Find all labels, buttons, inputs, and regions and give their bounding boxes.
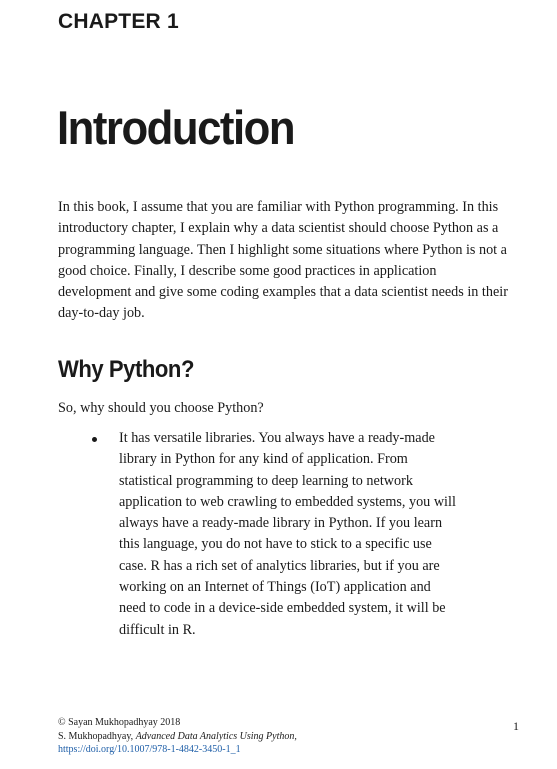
footer-book-title: Advanced Data Analytics Using Python,	[135, 730, 297, 742]
chapter-title: Introduction	[57, 101, 295, 154]
footer	[58, 716, 297, 757]
footer-copyright: © Sayan Mukhopadhyay 2018	[58, 717, 181, 728]
footer-author: S. Mukhopadhyay,	[58, 730, 134, 742]
bullet-icon	[92, 437, 97, 442]
intro-paragraph: In this book, I assume that you are familiar with Python programming. In this introductory chapter, I explain why a data scientist should choose Python as a programming language. Then I highlight some situations where Python is not a good choice. Finally, I describe some good practices in application development and give some coding examples that a data scientist needs in their day-to-day job.	[58, 199, 508, 322]
chapter-label: CHAPTER 1	[58, 10, 179, 33]
section-heading: Why Python?	[58, 356, 195, 383]
section-question: So, why should you choose Python?	[58, 400, 264, 416]
page-number: 1	[513, 719, 519, 733]
footer-doi-row	[58, 743, 297, 757]
doi-link[interactable]: https://doi.org/10.1007/978-1-4842-3450-1_1	[58, 744, 241, 755]
footer-citation	[58, 730, 297, 744]
bullet-list	[92, 428, 457, 641]
bullet-text: It has versatile libraries. You always have a ready-made library in Python for any kind of application. From statistical programming to deep learning to network application to web crawling to embedded systems, you will always have a ready-made library in Python. If you learn this language, you do not have to stick to a specific use case. R has a rich set of analytics libraries, but if you are working on an Internet of Things (IoT) application and need to code in a device-side embedded system, it will be difficult in R.	[119, 430, 456, 638]
list-item	[92, 428, 457, 641]
